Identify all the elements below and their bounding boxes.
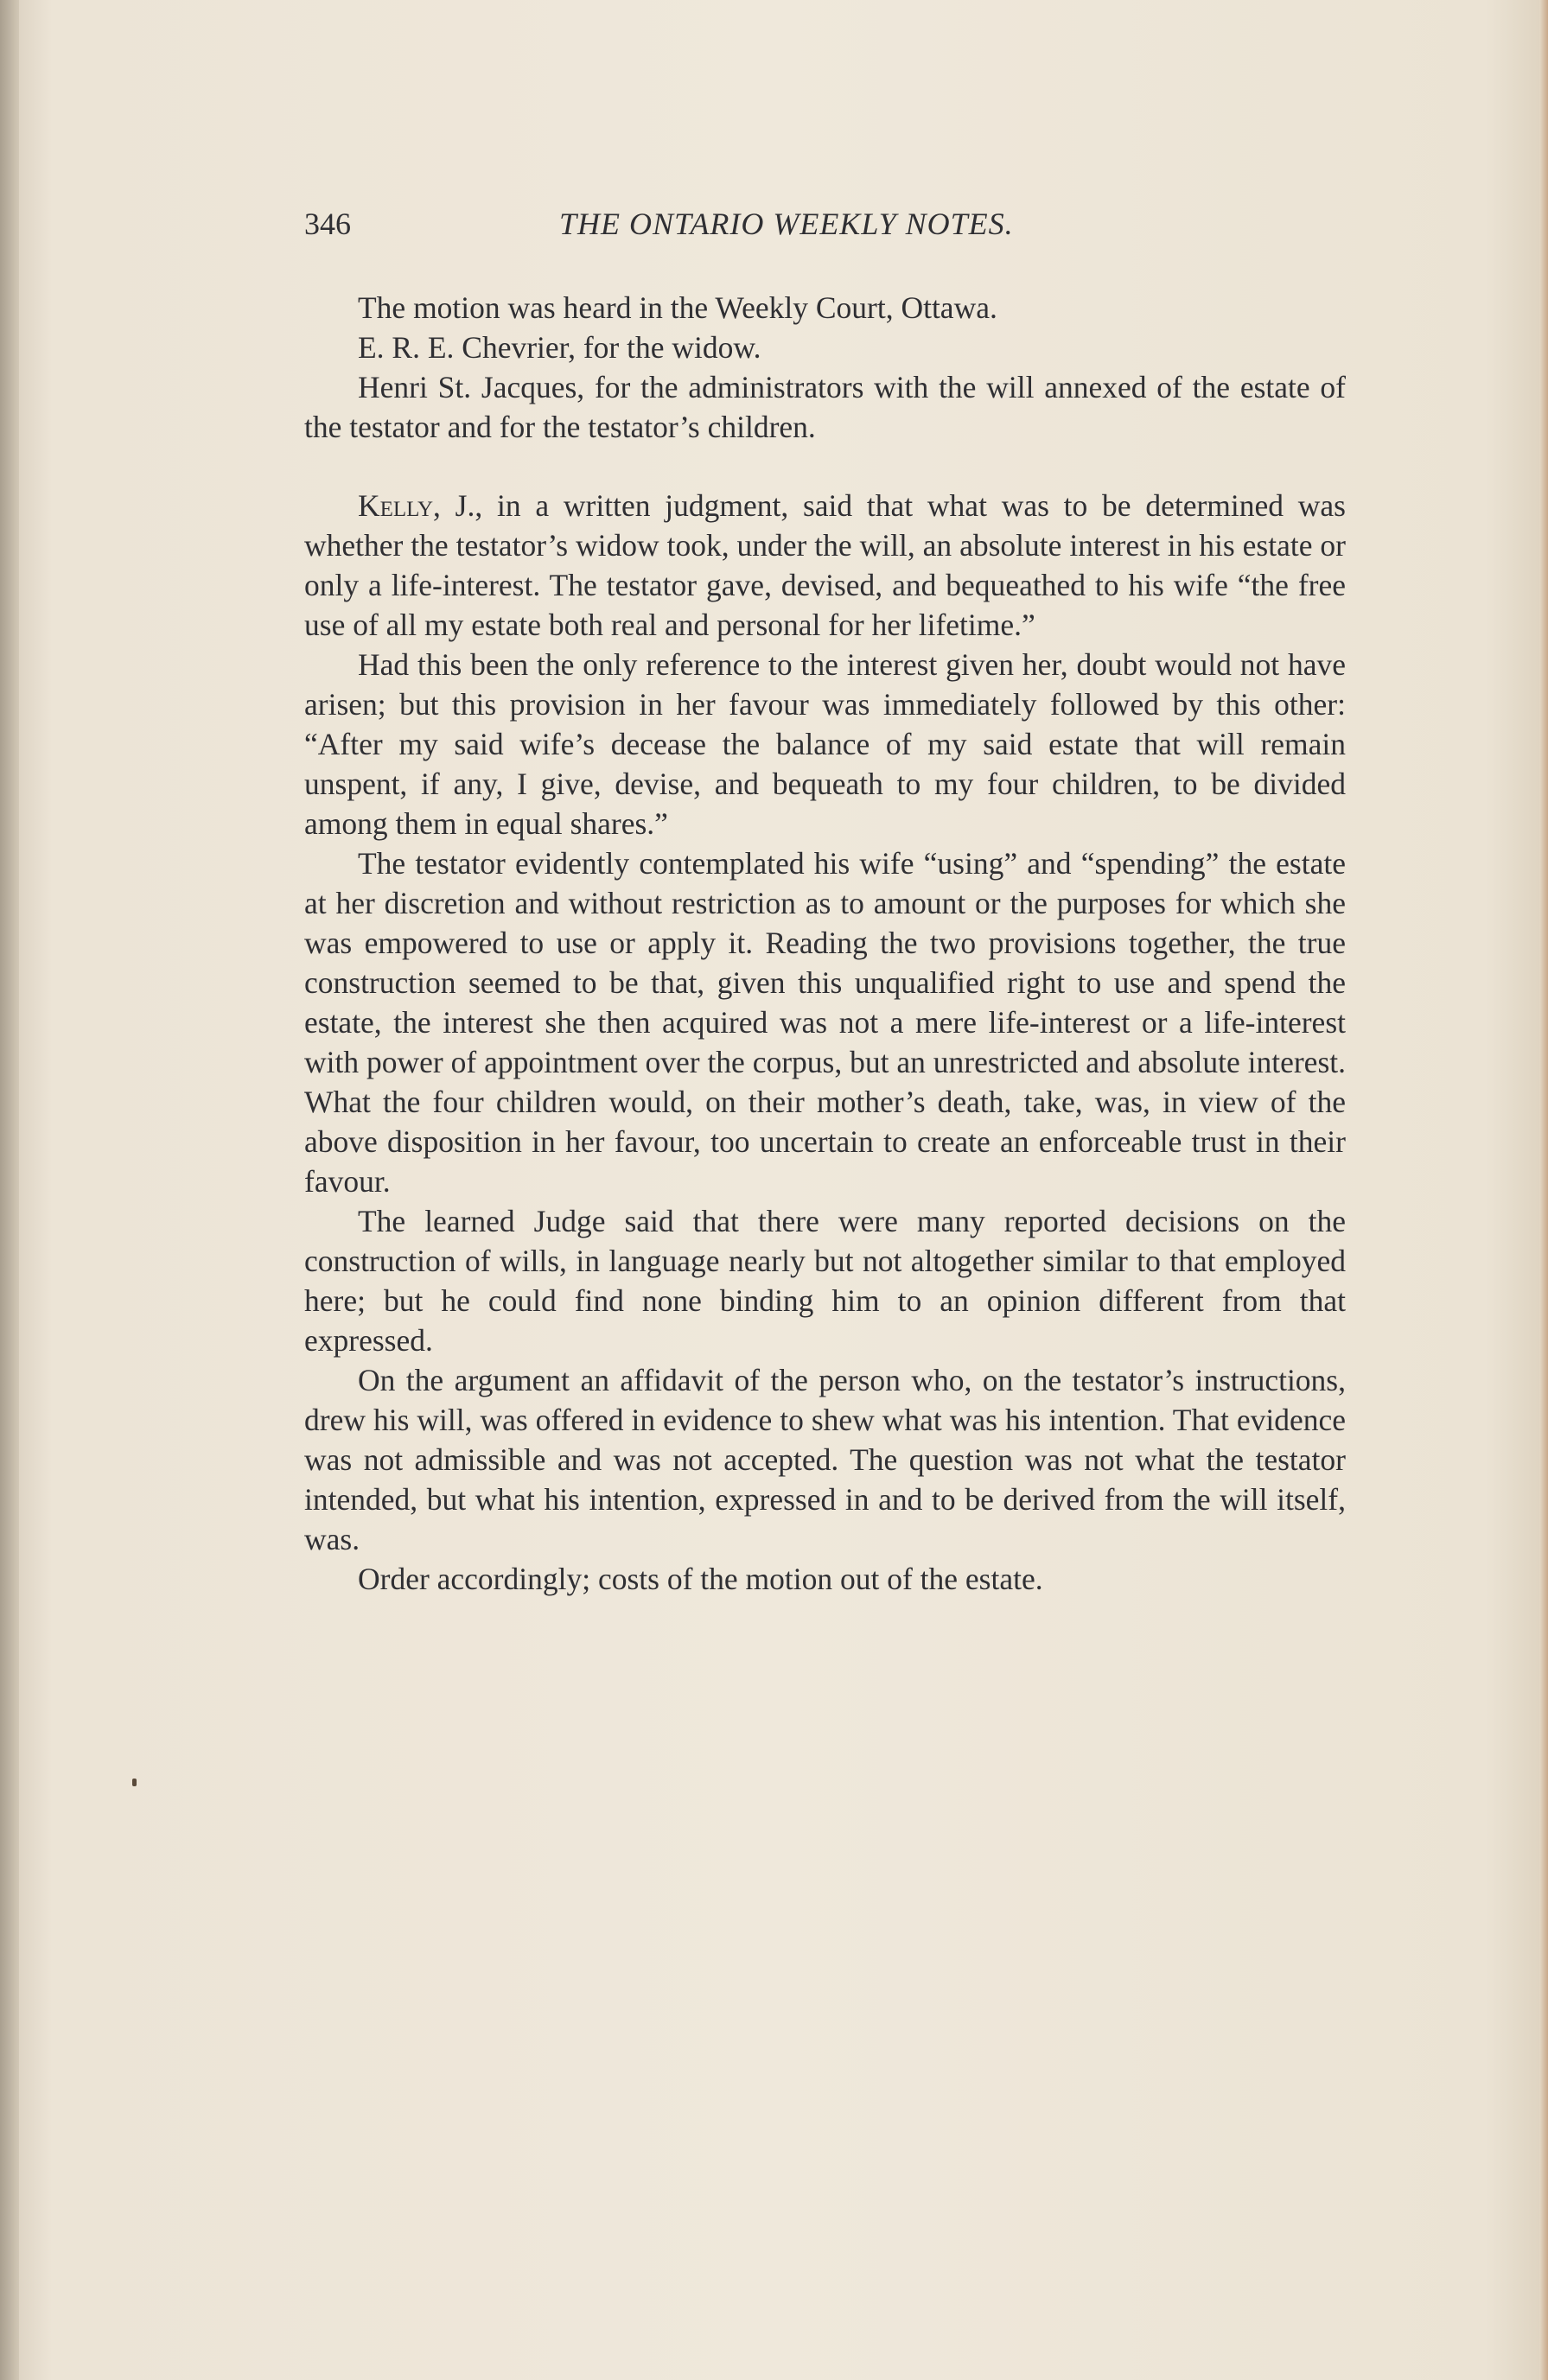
body-text (304, 288, 1346, 1599)
paragraph-only-reference: Had this been the only reference to the interest given her, doubt would not have arisen; but this provision in her favour was immediately followed by this other: “After my said wife’s decease the balance of my said estate that will remain unspent, if any, I give, devise, and bequeath to my four children, to be divided among them in equal shares.” (304, 647, 1346, 841)
paragraph-motion-heard: The motion was heard in the Weekly Court, Ottawa. (358, 290, 997, 325)
paragraph-order: Order accordingly; costs of the motion out of the estate. (358, 1562, 1043, 1596)
judge-name: Kelly (358, 488, 434, 523)
paragraph-affidavit: On the argument an affidavit of the person who, on the testator’s instructions, drew his will, was offered in evidence to shew what was his intention. That evidence was not admissible and was not accepted. The question was not what the testator intended, but what his intention, expressed in and to be derived from the will itself, was. (304, 1363, 1346, 1556)
running-title: THE ONTARIO WEEKLY NOTES. (559, 207, 1014, 241)
page-edge (1539, 0, 1548, 2380)
paragraph-testator-contemplated: The testator evidently contemplated his wife “using” and “spending” the estate at her discretion and without restriction as to amount or the purposes for which she was empowered to use or apply it. Reading the two provisions together, the true construction seemed to be that, given this unqualified right to use and spend the estate, the interest she then acquired was not a mere life-interest or a life-interest with power of appointment over the corpus, but an unrestricted and absolute interest. What the four children would, on their mother’s death, take, was, in view of the above disposition in her favour, too uncertain to create an enforceable trust in their favour. (304, 846, 1346, 1199)
ink-speck (132, 1779, 137, 1786)
binding-edge (0, 0, 19, 2380)
paragraph-counsel-administrators: Henri St. Jacques, for the administrators with the will annexed of the estate of the testator and for the testator’s children. (304, 370, 1346, 444)
judgment-intro-text: , J., in a written judgment, said that what was to be determined was whether the testator’s widow took, under the will, an absolute interest in his estate or only a life-interest. The testator gave, devised, and bequeathed to his wife “the free use of all my estate both real and personal for her lifetime.” (304, 488, 1346, 642)
paragraph-reported-decisions: The learned Judge said that there were many reported decisions on the construction of wills, in language nearly but not altogether similar to that employed here; but he could find none binding him to an opinion different from that expressed. (304, 1204, 1346, 1358)
paragraph-judgment-intro (304, 486, 1346, 645)
page-header (304, 206, 1346, 249)
paragraph-counsel-widow: E. R. E. Chevrier, for the widow. (358, 330, 761, 365)
page-number: 346 (304, 207, 351, 241)
